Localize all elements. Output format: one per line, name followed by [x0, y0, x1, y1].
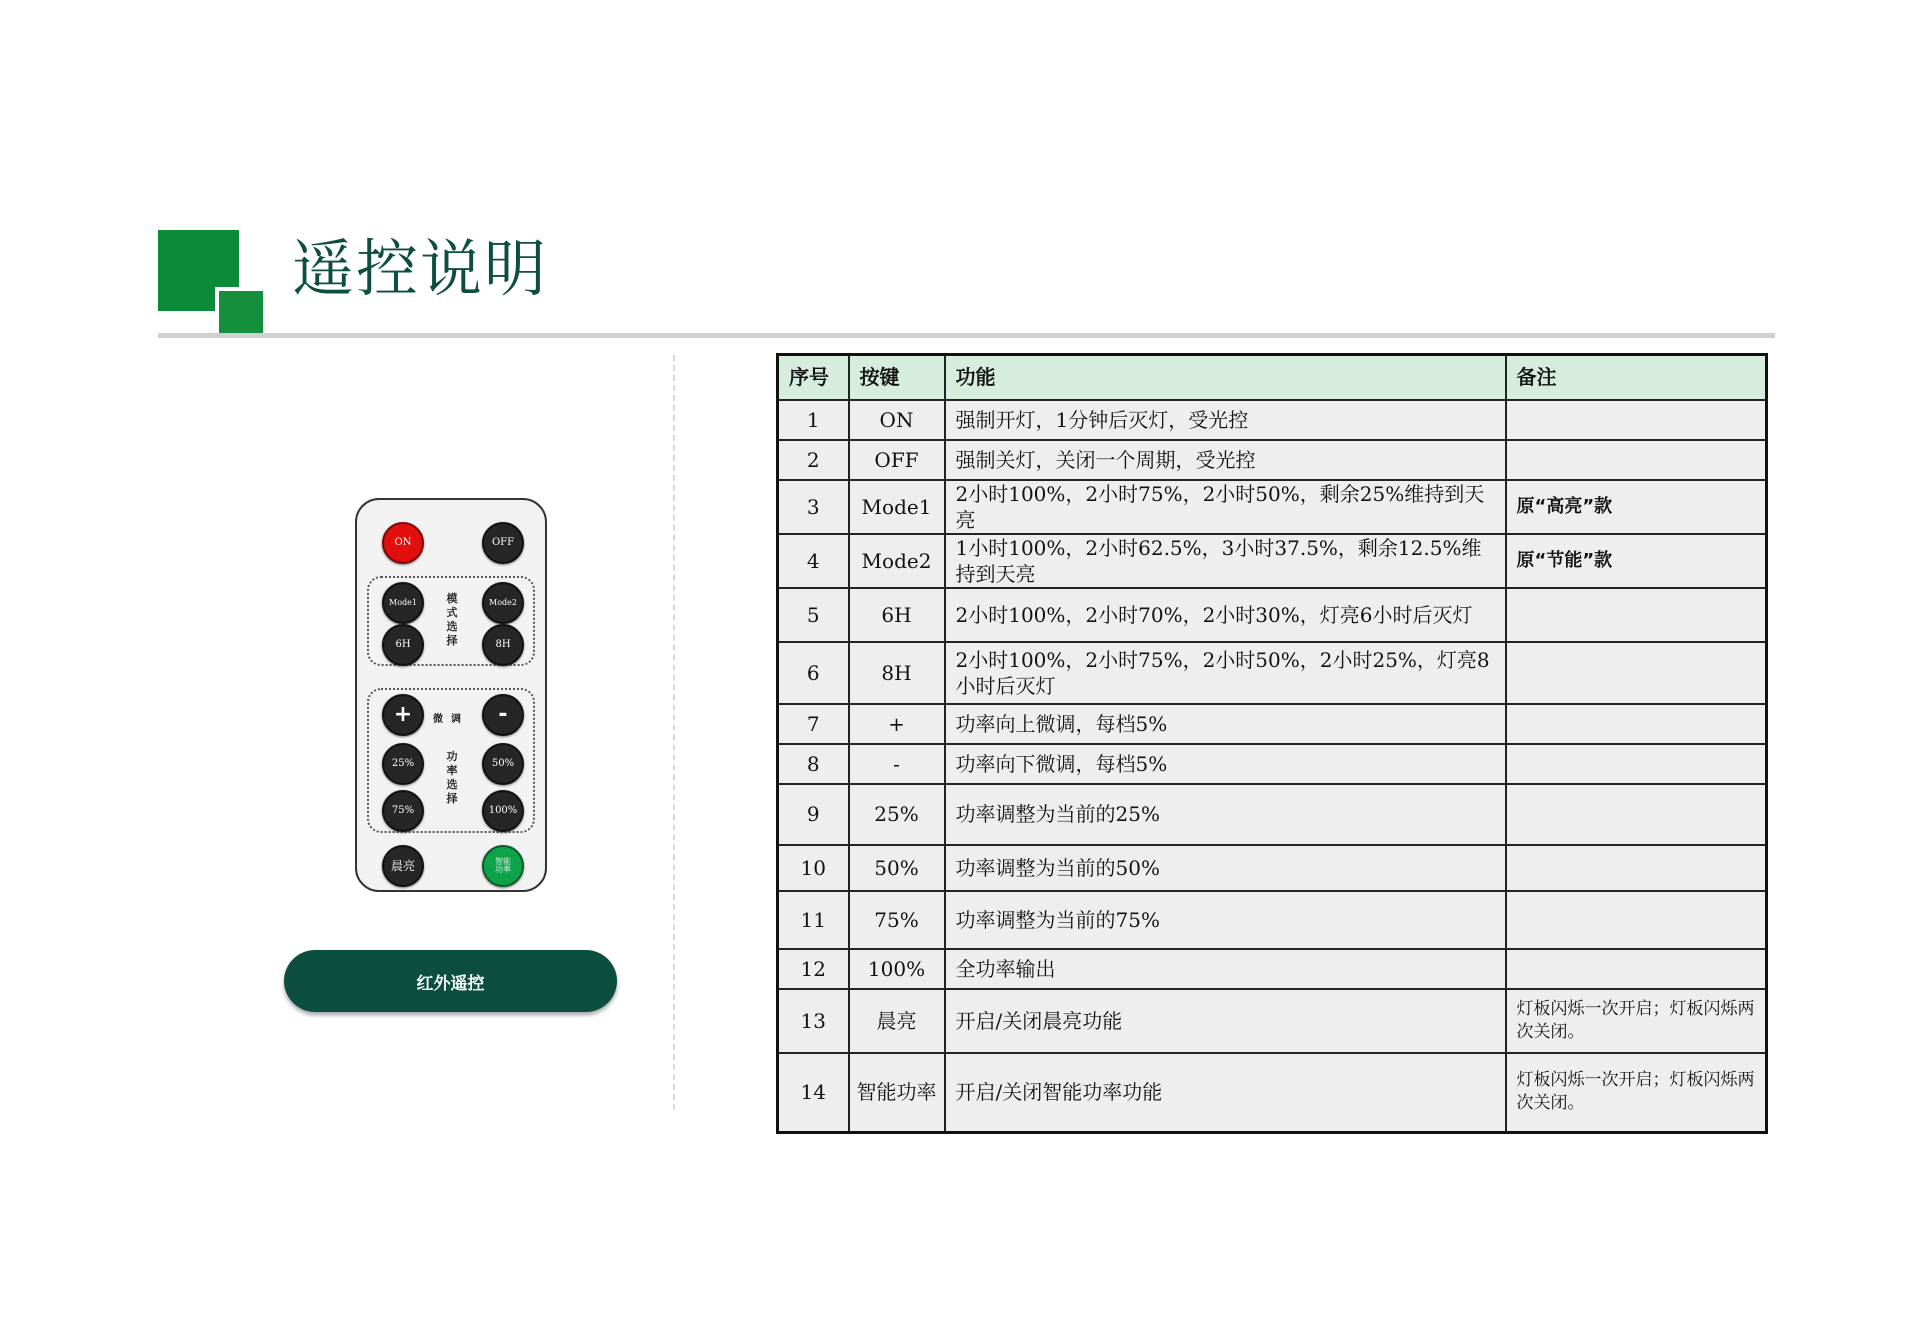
table-row [778, 400, 1767, 440]
cell-no: 7 [778, 704, 849, 744]
remote-smart-power-button: 智能功率 [482, 845, 524, 887]
cell-key: - [849, 744, 945, 784]
cell-no: 8 [778, 744, 849, 784]
logo-square-small [215, 287, 263, 334]
table-row [778, 845, 1767, 891]
remote-caption-badge: 红外遥控 [284, 950, 617, 1012]
cell-key: 75% [849, 891, 945, 949]
cell-function: 强制开灯，1分钟后灭灯，受光控 [945, 400, 1506, 440]
remote-function-table [776, 353, 1768, 1134]
cell-no: 5 [778, 588, 849, 642]
remote-control [355, 498, 547, 892]
cell-key: ON [849, 400, 945, 440]
table-row [778, 989, 1767, 1053]
cell-note [1506, 400, 1767, 440]
cell-note: 原“节能”款 [1506, 534, 1767, 588]
cell-note [1506, 891, 1767, 949]
header-no: 序号 [778, 355, 849, 400]
remote-mode1-button: Mode1 [382, 582, 424, 624]
cell-key: + [849, 704, 945, 744]
cell-function: 2小时100%，2小时75%，2小时50%，剩余25%维持到天亮 [945, 480, 1506, 534]
table-row [778, 1053, 1767, 1133]
cell-function: 2小时100%，2小时70%，2小时30%，灯亮6小时后灭灯 [945, 588, 1506, 642]
cell-key: 智能功率 [849, 1053, 945, 1133]
cell-key: Mode2 [849, 534, 945, 588]
cell-no: 11 [778, 891, 849, 949]
cell-note: 灯板闪烁一次开启；灯板闪烁两次关闭。 [1506, 989, 1767, 1053]
remote-100-button: 100% [482, 790, 524, 832]
remote-75-button: 75% [382, 790, 424, 832]
cell-note [1506, 949, 1767, 989]
cell-no: 3 [778, 480, 849, 534]
cell-function: 功率调整为当前的75% [945, 891, 1506, 949]
cell-no: 13 [778, 989, 849, 1053]
table-row [778, 744, 1767, 784]
remote-mode2-button: Mode2 [482, 582, 524, 624]
cell-key: 8H [849, 642, 945, 704]
cell-function: 开启/关闭智能功率功能 [945, 1053, 1506, 1133]
cell-no: 6 [778, 642, 849, 704]
remote-8h-button: 8H [482, 624, 524, 666]
cell-function: 功率调整为当前的25% [945, 784, 1506, 845]
cell-note [1506, 704, 1767, 744]
cell-function: 功率向上微调，每档5% [945, 704, 1506, 744]
cell-function: 2小时100%，2小时75%，2小时50%，2小时25%，灯亮8小时后灭灯 [945, 642, 1506, 704]
cell-function: 功率调整为当前的50% [945, 845, 1506, 891]
table-row [778, 534, 1767, 588]
remote-6h-button: 6H [382, 624, 424, 666]
cell-no: 1 [778, 400, 849, 440]
table-row [778, 949, 1767, 989]
table-row [778, 704, 1767, 744]
cell-no: 10 [778, 845, 849, 891]
cell-key: 6H [849, 588, 945, 642]
vertical-divider [673, 355, 675, 1110]
header-function: 功能 [945, 355, 1506, 400]
cell-no: 14 [778, 1053, 849, 1133]
cell-note: 原“高亮”款 [1506, 480, 1767, 534]
cell-note [1506, 588, 1767, 642]
table-row [778, 891, 1767, 949]
cell-note [1506, 744, 1767, 784]
remote-morning-button: 晨亮 [382, 845, 424, 887]
table-row [778, 440, 1767, 480]
table-header-row [778, 355, 1767, 400]
table-row [778, 784, 1767, 845]
cell-key: 25% [849, 784, 945, 845]
cell-note [1506, 440, 1767, 480]
remote-plus-button: + [382, 694, 424, 736]
cell-function: 功率向下微调，每档5% [945, 744, 1506, 784]
remote-off-button: OFF [482, 522, 524, 564]
cell-no: 4 [778, 534, 849, 588]
cell-note [1506, 784, 1767, 845]
cell-note: 灯板闪烁一次开启；灯板闪烁两次关闭。 [1506, 1053, 1767, 1133]
remote-on-button: ON [382, 522, 424, 564]
cell-key: OFF [849, 440, 945, 480]
remote-50-button: 50% [482, 743, 524, 785]
header-key: 按键 [849, 355, 945, 400]
table-row [778, 588, 1767, 642]
cell-note [1506, 642, 1767, 704]
cell-function: 全功率输出 [945, 949, 1506, 989]
cell-key: 晨亮 [849, 989, 945, 1053]
page-title: 遥控说明 [292, 232, 549, 305]
cell-key: 100% [849, 949, 945, 989]
cell-function: 1小时100%，2小时62.5%，3小时37.5%，剩余12.5%维持到天亮 [945, 534, 1506, 588]
cell-note [1506, 845, 1767, 891]
cell-function: 强制关灯，关闭一个周期，受光控 [945, 440, 1506, 480]
remote-25-button: 25% [382, 743, 424, 785]
table-row [778, 642, 1767, 704]
table-row [778, 480, 1767, 534]
remote-minus-button: - [482, 694, 524, 736]
cell-no: 9 [778, 784, 849, 845]
cell-function: 开启/关闭晨亮功能 [945, 989, 1506, 1053]
cell-no: 12 [778, 949, 849, 989]
header-divider [158, 333, 1775, 338]
cell-key: 50% [849, 845, 945, 891]
mode-select-label: 模式选择 [446, 592, 458, 647]
fine-tune-label: 微调 [433, 714, 469, 725]
cell-no: 2 [778, 440, 849, 480]
cell-key: Mode1 [849, 480, 945, 534]
power-select-label: 功率选择 [446, 750, 458, 805]
header-note: 备注 [1506, 355, 1767, 400]
